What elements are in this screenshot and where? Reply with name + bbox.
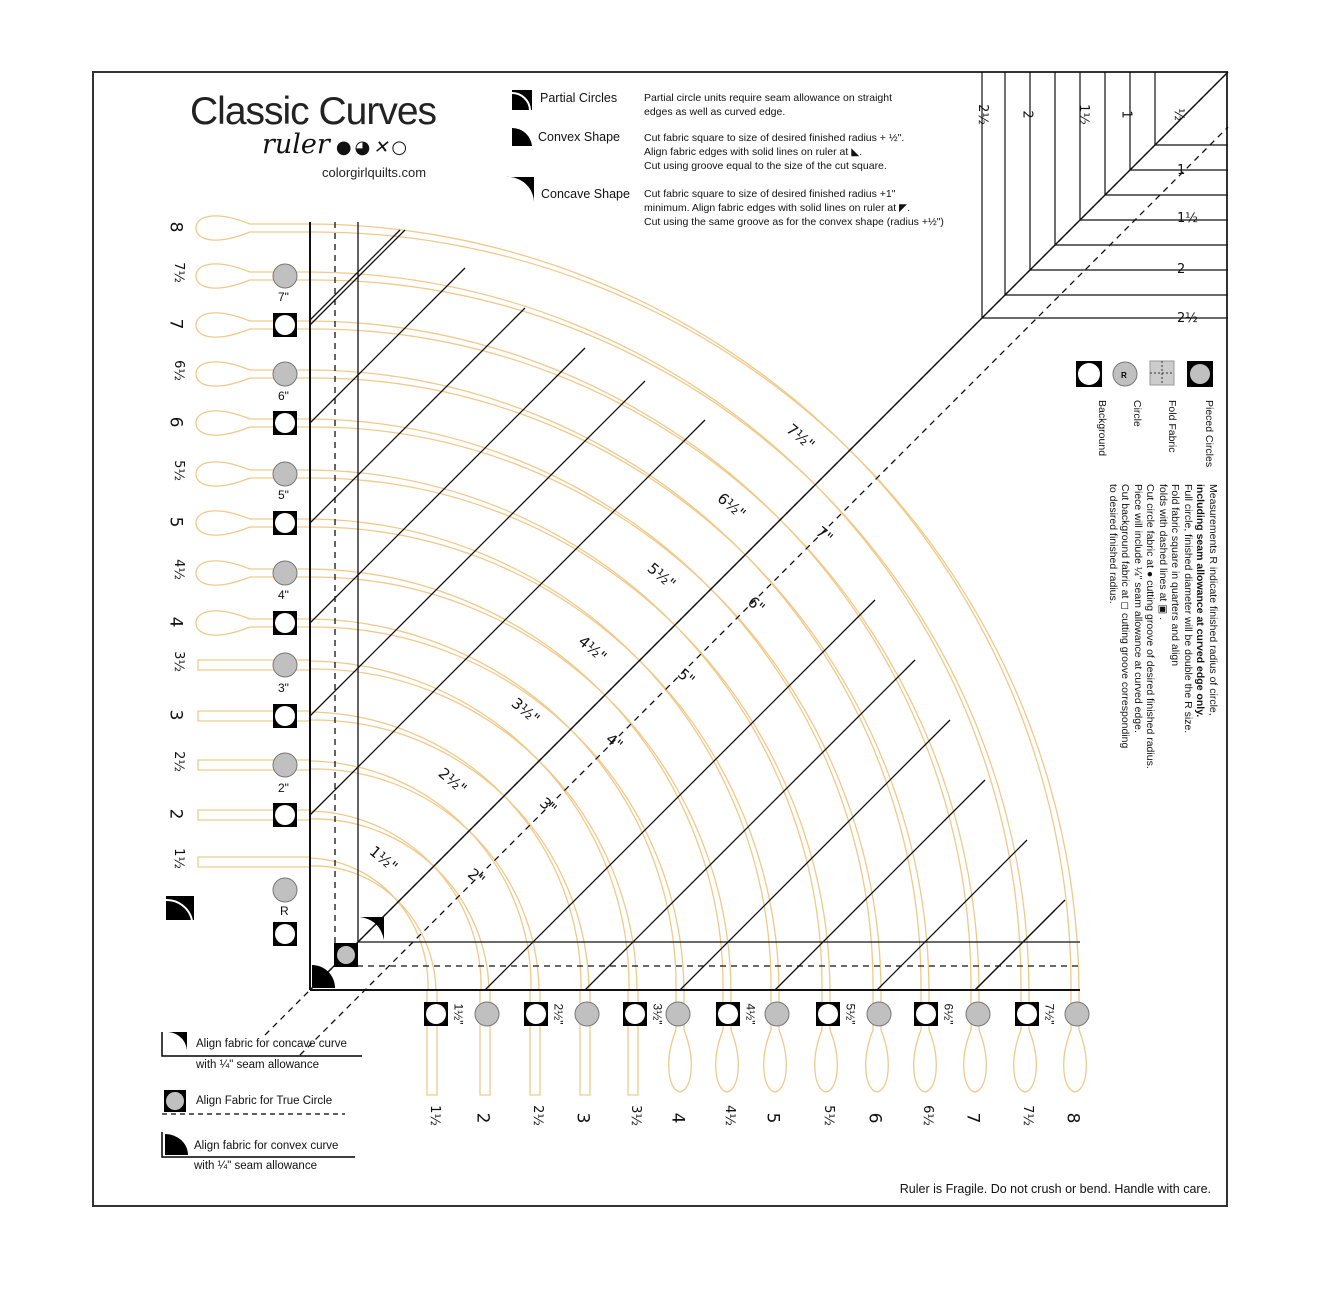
title-sub: ruler ●◕✕○ [262,129,411,160]
groove-arc [310,370,921,990]
corner-right-label: 2½ [1177,311,1198,326]
left-inch-mark: 4" [278,588,289,602]
diagonal-upper-label: 3½" [507,694,544,728]
key-label-pieced: Pieced Circles [1203,400,1215,468]
groove-arc [310,378,929,990]
circle-r-badge: R [1121,371,1127,380]
background-circle-icon [275,706,295,726]
corner-right-label: 1½ [1177,211,1198,226]
ruler-title [190,92,450,180]
background-circle-icon [1017,1004,1037,1024]
lower-guide-line [485,600,875,990]
concave-align-line2: with ¼" seam allowance [196,1059,319,1071]
background-icon-circle [1078,363,1100,385]
background-circle-icon [718,1004,738,1024]
convex-shape-label: Convex Shape [538,130,621,144]
bottom-scale-label: 5 [762,1112,783,1124]
groove-arc [310,569,723,990]
concave-shape-icon [506,177,534,204]
left-groove-slot [198,857,310,867]
diagonal-upper-label: 4½" [574,632,611,666]
diagonal-lower-label: 2" [464,864,489,890]
groove-arc [310,419,873,990]
circle-fabric-icon [475,1002,499,1026]
left-scale-label: 3½ [170,651,186,672]
key-description: Measurements R indicate finished radius of circle, including seam allowance at curved edge only. Full circle, finished diameter will be double the R size. Fold fabric square in quarters and align folds with dashed lines at ▣ . Cut circle fabric at ● cutting groove of desired finished radius. Piece will include ¼" seam allowance at curved edge. Cut background fabric at ◻ cutting groove corresponding to desired finished radius. [1107,484,1219,769]
background-circle-icon [275,805,295,825]
circle-fabric-icon [273,753,297,777]
shapes-glyph-icon: ●◕✕○ [335,137,411,158]
bottom-inch-mark: 1½" [451,1003,466,1025]
convex-shape-icon [512,128,532,146]
left-scale-label: 5 [165,516,186,528]
circle-fabric-icon [273,878,297,902]
diagonal-upper-label: 5½" [643,559,680,593]
partial-circles-label: Partial Circles [540,91,618,105]
background-circle-icon [916,1004,936,1024]
circle-fabric-icon [273,462,297,486]
lower-guide-line [585,660,915,990]
left-scale-label: 2 [165,808,186,820]
diagonal-upper-label: 1½" [365,842,402,876]
circle-fabric-icon [666,1002,690,1026]
partial-circles-desc: Partial circle units require seam allowance on straight edges as well as curved edge. [644,92,893,118]
bottom-inch-mark: 6½" [941,1003,956,1025]
left-inch-mark: 5" [278,488,289,502]
title-main: Classic Curves [190,90,437,133]
title-url: colorgirlquilts.com [322,165,427,180]
background-circle-icon [526,1004,546,1024]
diagonal-lower-label: 5" [674,664,699,690]
groove-arc [310,232,1079,990]
concave-align-line1: Align fabric for concave curve [196,1038,347,1050]
true-circle-align-icon [166,1092,184,1110]
bottom-inch-mark: 3½" [650,1003,665,1025]
circle-fabric-icon [867,1002,891,1026]
left-scale-label: 1½ [170,848,186,869]
left-scale-label: 3 [165,709,186,721]
left-scale-label: 6 [165,416,186,428]
diagonal-lower-label: 4" [602,729,627,755]
convex-align-line1: Align fabric for convex curve [194,1140,339,1152]
concave-shape-desc: Cut fabric square to size of desired finished radius +1" minimum. Align fabric edges with solid lines on ruler at ◤. Cut using the same groove as for the convex shape (radius +½") [644,188,944,228]
background-circle-icon [275,613,295,633]
key-label-background: Background [1096,400,1108,457]
lower-guide-line [975,910,1055,990]
left-scale-label: 6½ [170,360,186,381]
corner-top-label: 2 [1019,110,1035,119]
left-inch-mark: 3" [278,681,289,695]
bottom-scale-label: 6½ [919,1105,935,1126]
background-circle-icon [275,315,295,335]
left-groove-loop [196,216,310,240]
corner-top-label: 1 [1118,110,1134,119]
fragile-notice: Ruler is Fragile. Do not crush or bend. Handle with care. [899,1182,1211,1196]
left-inch-mark: 7" [278,290,289,304]
upper-guide-line [310,420,705,815]
background-circle-icon [275,513,295,533]
pieced-circles-icon-circle [1190,364,1210,384]
corner-top-label: 2½ [974,104,990,125]
left-scale-label: 8 [165,221,186,233]
bottom-scale-label: 4½ [721,1105,737,1126]
bottom-scale-label: 5½ [820,1105,836,1126]
upper-guide-line [310,268,465,423]
concave-shape-label: Concave Shape [541,187,630,201]
background-circle-icon [818,1004,838,1024]
circle-fabric-icon [273,264,297,288]
circle-fabric-icon [273,561,297,585]
bottom-inch-mark: 7½" [1042,1003,1057,1025]
background-circle-icon [275,924,295,944]
upper-guide-line [310,381,645,716]
lower-guide-line [877,840,1027,990]
groove-arc [310,427,881,990]
convex-shape-desc: Cut fabric square to size of desired finished radius + ½". Align fabric edges with solid lines on ruler at ◣. Cut using groove equal to the size of the cut square. [644,132,905,172]
groove-arc [310,858,428,990]
circle-fabric-icon [966,1002,990,1026]
bottom-scale-label: 1½ [426,1105,442,1126]
bottom-scale-label: 4 [667,1112,688,1124]
background-circle-icon [426,1004,446,1024]
diagonal-lower-label: 7" [812,522,837,548]
corner-top-label: ½ [1170,108,1186,121]
background-circle-icon [625,1004,645,1024]
bottom-inch-mark: 5½" [843,1003,858,1025]
bottom-inch-mark: 2½" [551,1003,566,1025]
bottom-inch-mark: 4½" [743,1003,758,1025]
bottom-scale-label: 3 [572,1112,593,1124]
left-scale-label: 5½ [170,460,186,481]
true-circle-align-line: Align Fabric for True Circle [196,1095,333,1107]
circle-fabric-icon [765,1002,789,1026]
corner-right-label: 1 [1177,163,1186,178]
left-scale-label: 7½ [170,262,186,283]
bottom-scale-label: 3½ [627,1105,643,1126]
bottom-scale-label: 8 [1062,1112,1083,1124]
left-scale-label: 4 [165,616,186,628]
corner-right-label: 2 [1177,262,1186,277]
key-label-circle: Circle [1131,400,1143,427]
circle-fabric-icon [273,362,297,386]
upper-guide-line [310,230,400,320]
left-inch-mark: 6" [278,389,289,403]
ruler-icons [162,90,1213,1157]
diagonal-upper-label: 2½" [434,764,471,798]
upper-guide-line [310,308,525,523]
left-r-label: R [280,904,289,918]
circle-fabric-icon [575,1002,599,1026]
convex-align-line2: with ¼" seam allowance [194,1160,317,1172]
bottom-scale-label: 2½ [529,1105,545,1126]
left-scale-label: 2½ [170,751,186,772]
groove-arc [310,627,684,990]
diagonal-lower-label: 6" [744,592,769,618]
background-circle-icon [275,413,295,433]
left-inch-mark: 2" [278,781,289,795]
key-label-fold: Fold Fabric [1166,400,1178,453]
circle-fabric-icon [1065,1002,1089,1026]
corner-top-label: 1½ [1075,104,1091,125]
bottom-scale-label: 7½ [1019,1105,1035,1126]
diagonal-upper-label: 7½" [782,420,819,454]
true-circle-corner-icon [337,946,355,964]
groove-arc [310,577,731,990]
diagonal-lower-label: 3" [536,793,561,819]
concave-align-icon [168,1032,187,1054]
bottom-scale-label: 7 [962,1112,983,1124]
left-scale-label: 4½ [170,559,186,580]
bottom-scale-label: 6 [864,1112,885,1124]
bottom-scale-label: 2 [472,1112,493,1124]
diagonal-upper-label: 6½" [713,489,750,523]
left-scale-label: 7 [165,318,186,330]
convex-align-icon [165,1134,188,1155]
symbol-key [1065,400,1219,820]
circle-fabric-icon [273,653,297,677]
